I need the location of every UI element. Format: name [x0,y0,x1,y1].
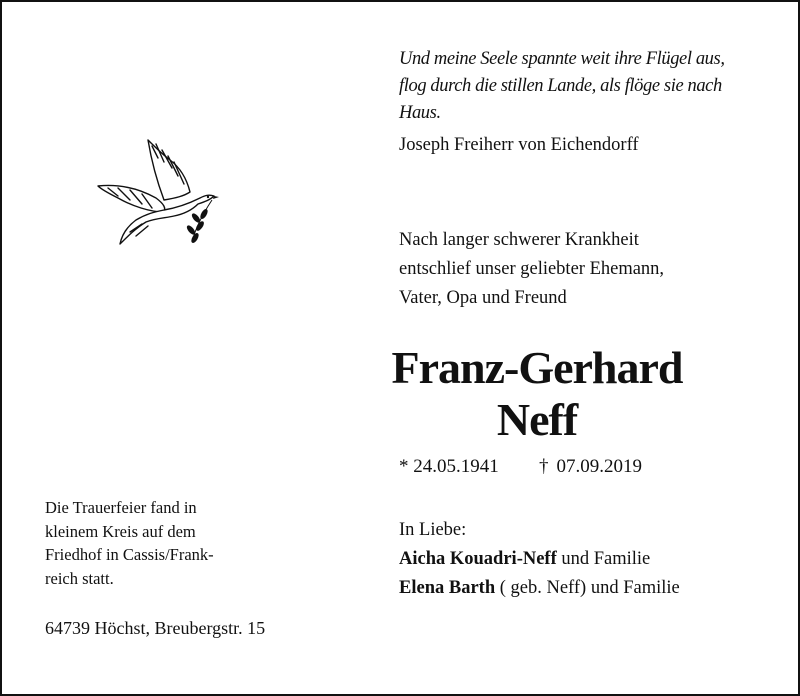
mourner-entry [399,545,680,574]
funeral-line: kleinem Kreis auf dem [45,521,196,541]
quote-line: Haus. [399,103,441,123]
funeral-line: reich statt. [45,568,114,588]
deceased-name [332,342,742,446]
mourner-entry [399,574,680,603]
announcement-line: Nach langer schwerer Krankheit [399,230,639,250]
deceased-last-name: Neff [496,394,578,445]
mourners-block [399,516,680,603]
death-announcement [399,226,759,313]
life-dates [399,454,642,480]
mourner-name: Elena Barth [399,578,496,598]
dagger-icon: † [539,456,549,477]
mourners-heading: In Liebe: [399,520,467,540]
family-address: 64739 Höchst, Breubergstr. 15 [45,618,266,638]
announcement-line: Vater, Opa und Freund [399,288,567,308]
funeral-note [45,496,267,590]
deceased-first-name: Franz-Gerhard [391,342,683,393]
quote-line: Und meine Seele spannte weit ihre Flügel aus, [399,49,725,69]
funeral-line: Die Trauerfeier fand in [45,498,197,517]
mourner-suffix: und Familie [556,549,651,569]
funeral-line: Friedhof in Cassis/Frank- [45,545,214,564]
poem-quote [399,46,769,127]
quote-line: flog durch die stillen Lande, als flöge sie nach [399,76,722,96]
quote-author: Joseph Freiherr von Eichendorff [399,135,639,155]
death-date: 07.09.2019 [556,456,642,477]
mourner-name: Aicha Kouadri-Neff [399,549,557,569]
announcement-line: entschlief unser geliebter Ehemann, [399,259,665,279]
birth-date: * 24.05.1941 [399,456,499,477]
dove-with-olive-branch-icon [92,134,222,250]
mourner-suffix: ( geb. Neff) und Familie [495,578,680,598]
